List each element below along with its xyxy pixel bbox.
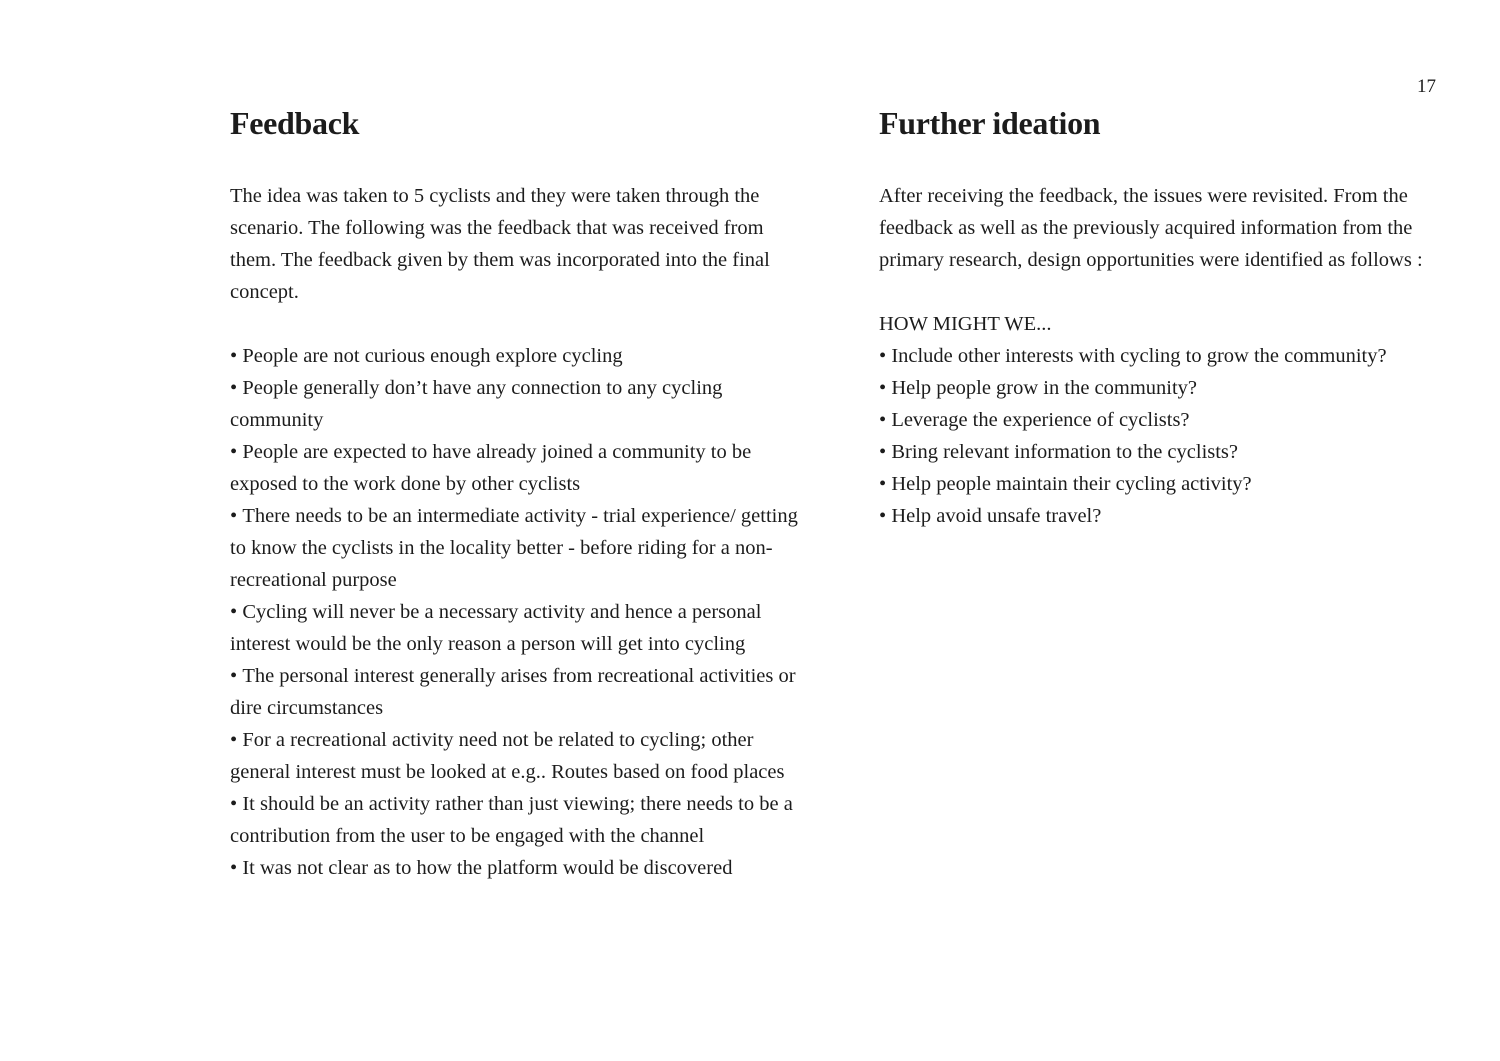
feedback-item: • There needs to be an intermediate activity - trial experience/ getting to know the cyclists in the locality better - before riding for a non-recreational purpose xyxy=(230,500,800,596)
ideation-item: • Help people maintain their cycling activity? xyxy=(879,468,1439,500)
feedback-item: • The personal interest generally arises from recreational activities or dire circumstances xyxy=(230,660,800,724)
feedback-intro: The idea was taken to 5 cyclists and they were taken through the scenario. The following was the feedback that was received from them. The feedback given by them was incorporated into the final concept. xyxy=(230,185,770,303)
ideation-intro: After receiving the feedback, the issues were revisited. From the feedback as well as the previously acquired information from the primary research, design opportunities were identified as follows : xyxy=(879,185,1423,271)
ideation-item: • Help avoid unsafe travel? xyxy=(879,500,1439,532)
feedback-item: • People generally don’t have any connection to any cycling community xyxy=(230,372,800,436)
ideation-list xyxy=(879,340,1439,532)
feedback-item: • People are expected to have already joined a community to be exposed to the work done by other cyclists xyxy=(230,436,800,500)
feedback-item: • For a recreational activity need not be related to cycling; other general interest must be looked at e.g.. Routes based on food places xyxy=(230,724,800,788)
feedback-item: • It should be an activity rather than just viewing; there needs to be a contribution from the user to be engaged with the channel xyxy=(230,788,800,852)
ideation-section xyxy=(879,102,1439,532)
ideation-item: • Leverage the experience of cyclists? xyxy=(879,404,1439,436)
feedback-heading: Feedback xyxy=(230,105,360,141)
page-number: 17 xyxy=(1417,76,1436,97)
feedback-item: • People are not curious enough explore cycling xyxy=(230,340,800,372)
feedback-item: • Cycling will never be a necessary activity and hence a personal interest would be the only reason a person will get into cycling xyxy=(230,596,800,660)
ideation-item: • Bring relevant information to the cyclists? xyxy=(879,436,1439,468)
ideation-item: • Help people grow in the community? xyxy=(879,372,1439,404)
ideation-heading: Further ideation xyxy=(879,105,1101,141)
feedback-item: • It was not clear as to how the platform would be discovered xyxy=(230,852,800,884)
ideation-item: • Include other interests with cycling to grow the community? xyxy=(879,340,1439,372)
how-might-we-lead: HOW MIGHT WE... xyxy=(879,313,1052,335)
feedback-list xyxy=(230,340,800,884)
feedback-section xyxy=(230,102,800,884)
